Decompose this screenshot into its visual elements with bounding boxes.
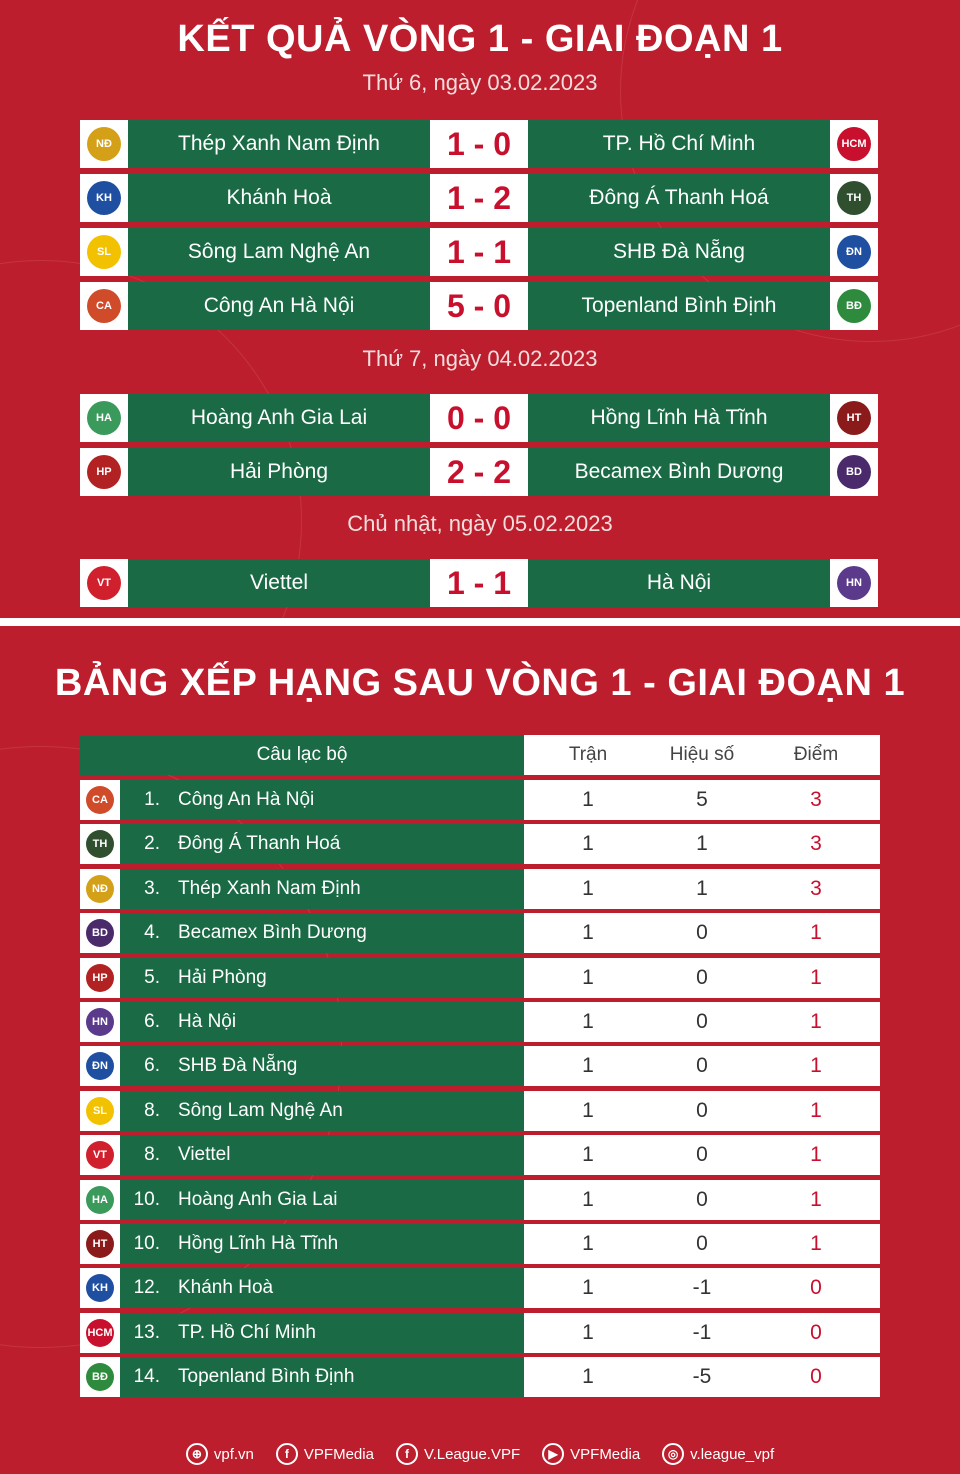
away-logo-cell bbox=[830, 120, 878, 168]
match-score: 0 - 0 bbox=[430, 394, 528, 442]
club-logo-cell bbox=[80, 1180, 120, 1220]
match-date: Thứ 6, ngày 03.02.2023 bbox=[362, 70, 598, 95]
goal-difference-value: 0 bbox=[696, 1010, 708, 1033]
points-value: 1 bbox=[810, 1054, 822, 1078]
footer-social bbox=[0, 1440, 960, 1468]
club-stats bbox=[524, 869, 880, 909]
club-rank: 6. bbox=[144, 1055, 160, 1077]
header-club: Câu lạc bộ bbox=[80, 735, 524, 775]
points-value: 1 bbox=[810, 1098, 822, 1122]
club-stats bbox=[524, 1357, 880, 1397]
club-stats bbox=[524, 958, 880, 998]
points-value: 3 bbox=[810, 832, 822, 856]
cahn-logo-icon: CA bbox=[87, 289, 121, 323]
club-rank: 14. bbox=[133, 1366, 160, 1388]
club-rank: 12. bbox=[133, 1277, 160, 1299]
standings-header bbox=[80, 735, 880, 775]
played-value: 1 bbox=[582, 1365, 594, 1389]
home-logo-cell bbox=[80, 448, 128, 496]
points-value: 1 bbox=[810, 921, 822, 945]
points-value: 0 bbox=[810, 1276, 822, 1300]
home-team: Hoàng Anh Gia Lai bbox=[128, 394, 430, 442]
slna-logo-icon: SL bbox=[86, 1097, 114, 1125]
goal-difference-value: -5 bbox=[692, 1365, 712, 1389]
club-logo-cell bbox=[80, 780, 120, 820]
table-row bbox=[80, 780, 880, 820]
club-name: Sông Lam Nghệ An bbox=[178, 1099, 343, 1121]
played-value: 1 bbox=[582, 1143, 594, 1167]
home-team: Thép Xanh Nam Định bbox=[128, 120, 430, 168]
club-stats bbox=[524, 1313, 880, 1353]
table-row bbox=[80, 913, 880, 953]
club-logo-cell bbox=[80, 1268, 120, 1308]
club-logo-cell bbox=[80, 1313, 120, 1353]
binhduong-logo-icon: BD bbox=[837, 455, 871, 489]
club-logo-cell bbox=[80, 1091, 120, 1131]
table-row bbox=[80, 1002, 880, 1042]
club-name: Topenland Bình Định bbox=[178, 1366, 355, 1388]
club-rank: 4. bbox=[144, 922, 160, 944]
club-logo-cell bbox=[80, 958, 120, 998]
away-logo-cell bbox=[830, 394, 878, 442]
match-score: 5 - 0 bbox=[430, 282, 528, 330]
social-link[interactable] bbox=[542, 1443, 640, 1465]
club-rank: 8. bbox=[144, 1099, 160, 1121]
goal-difference-value: 0 bbox=[696, 1054, 708, 1078]
club-cell bbox=[120, 780, 524, 820]
standings-title: BẢNG XẾP HẠNG SAU VÒNG 1 - GIAI ĐOẠN 1 bbox=[54, 662, 906, 704]
slna-logo-icon: SL bbox=[87, 235, 121, 269]
section-divider bbox=[0, 618, 960, 626]
binhdinh-logo-icon: BĐ bbox=[837, 289, 871, 323]
club-logo-cell bbox=[80, 913, 120, 953]
club-name: Hoàng Anh Gia Lai bbox=[178, 1188, 338, 1210]
table-row bbox=[80, 1135, 880, 1175]
khanhhoa-logo-icon: KH bbox=[86, 1274, 114, 1302]
social-link[interactable] bbox=[662, 1443, 774, 1465]
played-value: 1 bbox=[582, 1010, 594, 1033]
match-row bbox=[80, 282, 880, 330]
table-row bbox=[80, 1268, 880, 1308]
table-row bbox=[80, 1357, 880, 1397]
header-stats bbox=[524, 735, 880, 775]
away-logo-cell bbox=[830, 282, 878, 330]
points-value: 0 bbox=[810, 1320, 822, 1344]
away-team: Topenland Bình Định bbox=[528, 282, 830, 330]
danang-logo-icon: ĐN bbox=[837, 235, 871, 269]
club-stats bbox=[524, 780, 880, 820]
match-row bbox=[80, 394, 880, 442]
social-link[interactable] bbox=[396, 1443, 520, 1465]
social-label: VPFMedia bbox=[303, 1445, 374, 1463]
club-cell bbox=[120, 1313, 524, 1353]
club-name: Thép Xanh Nam Định bbox=[178, 877, 361, 899]
club-cell bbox=[120, 1135, 524, 1175]
points-value: 3 bbox=[810, 876, 822, 900]
away-team: Becamex Bình Dương bbox=[528, 448, 830, 496]
thanhhoa-logo-icon: TH bbox=[86, 830, 114, 858]
binhdinh-logo-icon: BĐ bbox=[86, 1363, 114, 1391]
social-link[interactable] bbox=[186, 1443, 254, 1465]
away-team: TP. Hồ Chí Minh bbox=[528, 120, 830, 168]
header-gd: Hiệu số bbox=[669, 744, 735, 765]
social-link[interactable] bbox=[276, 1443, 374, 1465]
club-cell bbox=[120, 1002, 524, 1042]
club-logo-cell bbox=[80, 1135, 120, 1175]
points-value: 1 bbox=[810, 1187, 822, 1211]
played-value: 1 bbox=[582, 876, 594, 900]
club-rank: 13. bbox=[133, 1321, 160, 1343]
match-score: 2 - 2 bbox=[430, 448, 528, 496]
goal-difference-value: 1 bbox=[696, 876, 708, 900]
points-value: 1 bbox=[810, 1143, 822, 1167]
club-cell bbox=[120, 869, 524, 909]
club-cell bbox=[120, 1046, 524, 1086]
cahn-logo-icon: CA bbox=[86, 786, 114, 814]
played-value: 1 bbox=[582, 1320, 594, 1344]
viettel-logo-icon: VT bbox=[87, 566, 121, 600]
club-name: Công An Hà Nội bbox=[178, 789, 315, 810]
goal-difference-value: 5 bbox=[696, 788, 708, 811]
club-stats bbox=[524, 913, 880, 953]
goal-difference-value: 0 bbox=[696, 1143, 708, 1167]
table-row bbox=[80, 869, 880, 909]
khanhhoa-logo-icon: KH bbox=[87, 181, 121, 215]
match-row bbox=[80, 448, 880, 496]
instagram-icon: ◎ bbox=[662, 1443, 684, 1465]
club-stats bbox=[524, 1046, 880, 1086]
home-team: Sông Lam Nghệ An bbox=[128, 228, 430, 276]
club-rank: 10. bbox=[133, 1188, 160, 1210]
hatinh-logo-icon: HT bbox=[86, 1230, 114, 1258]
facebook-icon: f bbox=[396, 1443, 418, 1465]
hagl-logo-icon: HA bbox=[87, 401, 121, 435]
club-stats bbox=[524, 1268, 880, 1308]
played-value: 1 bbox=[582, 1187, 594, 1211]
hanoi-logo-icon: HN bbox=[86, 1008, 114, 1036]
away-team: Đông Á Thanh Hoá bbox=[528, 174, 830, 222]
club-rank: 5. bbox=[144, 966, 160, 988]
away-logo-cell bbox=[830, 559, 878, 607]
haiphong-logo-icon: HP bbox=[87, 455, 121, 489]
match-row bbox=[80, 559, 880, 607]
goal-difference-value: 0 bbox=[696, 921, 708, 945]
club-cell bbox=[120, 1357, 524, 1397]
club-cell bbox=[120, 913, 524, 953]
club-rank: 1. bbox=[144, 789, 160, 810]
match-row bbox=[80, 120, 880, 168]
table-row bbox=[80, 1313, 880, 1353]
club-name: SHB Đà Nẵng bbox=[178, 1055, 298, 1077]
table-row bbox=[80, 958, 880, 998]
header-played: Trận bbox=[568, 744, 608, 765]
played-value: 1 bbox=[582, 921, 594, 945]
club-cell bbox=[120, 958, 524, 998]
table-row bbox=[80, 824, 880, 864]
club-rank: 10. bbox=[133, 1233, 160, 1254]
club-stats bbox=[524, 824, 880, 864]
match-score: 1 - 1 bbox=[430, 228, 528, 276]
away-team: Hà Nội bbox=[528, 559, 830, 607]
table-row bbox=[80, 1224, 880, 1264]
globe-icon: ⊕ bbox=[186, 1443, 208, 1465]
played-value: 1 bbox=[582, 788, 594, 811]
points-value: 1 bbox=[810, 1010, 822, 1033]
match-date: Thứ 7, ngày 04.02.2023 bbox=[362, 346, 598, 371]
away-team: SHB Đà Nẵng bbox=[528, 228, 830, 276]
played-value: 1 bbox=[582, 965, 594, 989]
home-team: Hải Phòng bbox=[128, 448, 430, 496]
played-value: 1 bbox=[582, 1276, 594, 1300]
played-value: 1 bbox=[582, 1054, 594, 1078]
table-row bbox=[80, 1091, 880, 1131]
home-logo-cell bbox=[80, 228, 128, 276]
home-logo-cell bbox=[80, 174, 128, 222]
club-cell bbox=[120, 1180, 524, 1220]
away-logo-cell bbox=[830, 228, 878, 276]
hatinh-logo-icon: HT bbox=[837, 401, 871, 435]
away-logo-cell bbox=[830, 174, 878, 222]
club-stats bbox=[524, 1091, 880, 1131]
facebook-icon: f bbox=[276, 1443, 298, 1465]
match-row bbox=[80, 174, 880, 222]
goal-difference-value: -1 bbox=[692, 1320, 712, 1344]
match-date: Chủ nhật, ngày 05.02.2023 bbox=[347, 511, 613, 536]
match-score: 1 - 2 bbox=[430, 174, 528, 222]
club-cell bbox=[120, 824, 524, 864]
club-rank: 8. bbox=[144, 1144, 160, 1166]
club-name: Khánh Hoà bbox=[178, 1277, 274, 1299]
club-stats bbox=[524, 1224, 880, 1264]
club-name: TP. Hồ Chí Minh bbox=[178, 1321, 316, 1343]
played-value: 1 bbox=[582, 1098, 594, 1122]
social-label: VPFMedia bbox=[570, 1445, 641, 1463]
points-value: 0 bbox=[810, 1365, 822, 1389]
club-logo-cell bbox=[80, 1046, 120, 1086]
namdinh-logo-icon: NĐ bbox=[87, 127, 121, 161]
youtube-icon: ▶ bbox=[542, 1443, 564, 1465]
club-stats bbox=[524, 1135, 880, 1175]
match-score: 1 - 0 bbox=[430, 120, 528, 168]
results-title: KẾT QUẢ VÒNG 1 - GIAI ĐOẠN 1 bbox=[177, 18, 783, 60]
match-score: 1 - 1 bbox=[430, 559, 528, 607]
thanhhoa-logo-icon: TH bbox=[837, 181, 871, 215]
away-team: Hồng Lĩnh Hà Tĩnh bbox=[528, 394, 830, 442]
club-logo-cell bbox=[80, 869, 120, 909]
played-value: 1 bbox=[582, 1232, 594, 1255]
club-stats bbox=[524, 1002, 880, 1042]
club-logo-cell bbox=[80, 1357, 120, 1397]
club-name: Viettel bbox=[178, 1144, 231, 1166]
tphcm-logo-icon: HCM bbox=[86, 1319, 114, 1347]
home-logo-cell bbox=[80, 120, 128, 168]
home-team: Khánh Hoà bbox=[128, 174, 430, 222]
hanoi-logo-icon: HN bbox=[837, 566, 871, 600]
club-logo-cell bbox=[80, 824, 120, 864]
haiphong-logo-icon: HP bbox=[86, 964, 114, 992]
table-row bbox=[80, 1046, 880, 1086]
home-logo-cell bbox=[80, 282, 128, 330]
points-value: 1 bbox=[810, 1232, 822, 1255]
home-logo-cell bbox=[80, 394, 128, 442]
club-name: Becamex Bình Dương bbox=[178, 922, 367, 944]
social-label: v.league_vpf bbox=[690, 1445, 775, 1463]
club-logo-cell bbox=[80, 1224, 120, 1264]
points-value: 1 bbox=[810, 965, 822, 989]
goal-difference-value: -1 bbox=[692, 1276, 712, 1300]
home-logo-cell bbox=[80, 559, 128, 607]
hagl-logo-icon: HA bbox=[86, 1186, 114, 1214]
away-logo-cell bbox=[830, 448, 878, 496]
goal-difference-value: 1 bbox=[696, 832, 708, 856]
club-name: Hồng Lĩnh Hà Tĩnh bbox=[178, 1233, 339, 1254]
social-label: V.League.VPF bbox=[423, 1445, 521, 1463]
club-rank: 3. bbox=[144, 877, 160, 899]
club-rank: 2. bbox=[144, 833, 160, 855]
header-points: Điểm bbox=[793, 744, 839, 765]
match-row bbox=[80, 228, 880, 276]
played-value: 1 bbox=[582, 832, 594, 856]
table-row bbox=[80, 1180, 880, 1220]
club-name: Đông Á Thanh Hoá bbox=[178, 833, 341, 855]
club-name: Hà Nội bbox=[178, 1011, 237, 1032]
home-team: Viettel bbox=[128, 559, 430, 607]
home-team: Công An Hà Nội bbox=[128, 282, 430, 330]
goal-difference-value: 0 bbox=[696, 1187, 708, 1211]
club-cell bbox=[120, 1268, 524, 1308]
goal-difference-value: 0 bbox=[696, 965, 708, 989]
binhduong-logo-icon: BD bbox=[86, 919, 114, 947]
club-cell bbox=[120, 1091, 524, 1131]
danang-logo-icon: ĐN bbox=[86, 1052, 114, 1080]
viettel-logo-icon: VT bbox=[86, 1141, 114, 1169]
points-value: 3 bbox=[810, 788, 822, 811]
social-label: vpf.vn bbox=[213, 1445, 254, 1463]
club-logo-cell bbox=[80, 1002, 120, 1042]
club-stats bbox=[524, 1180, 880, 1220]
goal-difference-value: 0 bbox=[696, 1232, 708, 1255]
club-rank: 6. bbox=[144, 1011, 160, 1032]
namdinh-logo-icon: NĐ bbox=[86, 875, 114, 903]
club-cell bbox=[120, 1224, 524, 1264]
club-name: Hải Phòng bbox=[178, 966, 267, 988]
tphcm-logo-icon: HCM bbox=[837, 127, 871, 161]
goal-difference-value: 0 bbox=[696, 1098, 708, 1122]
